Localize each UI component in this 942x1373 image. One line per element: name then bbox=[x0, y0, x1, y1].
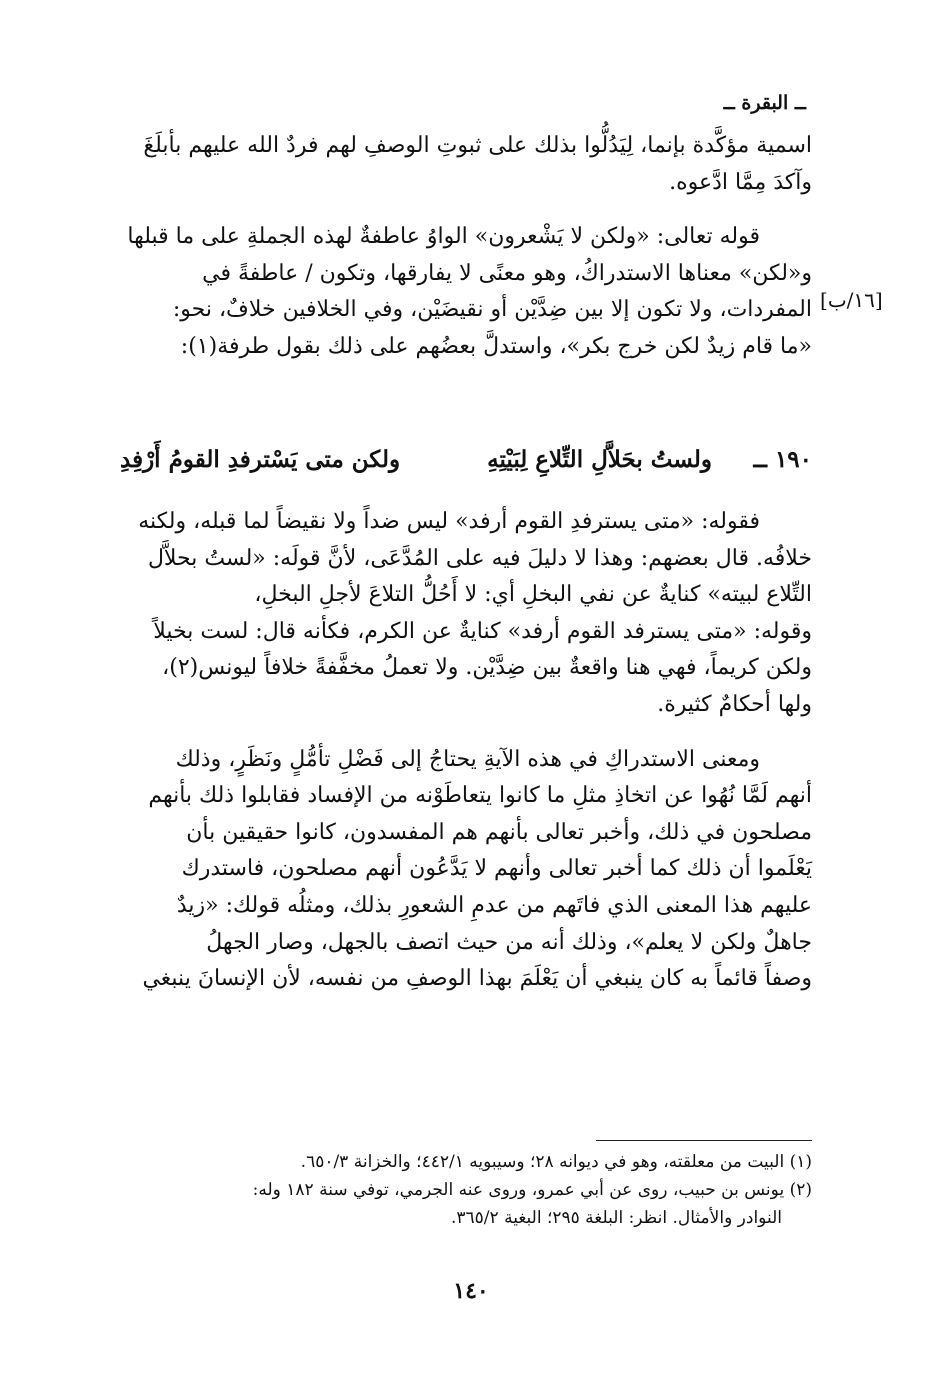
text-line: وقوله: «متى يسترفد القوم أرفد» كنايةٌ عن الكرم، فكأنه قال: لست بخيلاً bbox=[153, 618, 812, 644]
main-text-bottom bbox=[120, 504, 812, 998]
text-line: أنهم لَمَّا نُهُوا عن اتخاذِ مثلِ ما كانوا يتعاطَوْنه من الإفساد فقابلوا ذلك بأنهم bbox=[148, 783, 812, 809]
verse-second-hemistich: ولكن متى يَسْترفدِ القومُ أَرْفِدِ bbox=[120, 446, 401, 473]
footnote: (٢) يونس بن حبيب، روى عن أبي عمرو، وروى عنه الجرمي، توفي سنة ١٨٢ وله: bbox=[252, 1180, 812, 1200]
text-line: و«لكن» معناها الاستدراكُ، وهو معنًى لا يفارقها، وتكون / عاطفةً في bbox=[202, 260, 812, 286]
footnotes bbox=[120, 1148, 812, 1232]
paragraph bbox=[120, 128, 812, 201]
text-line: جاهلٌ ولكن لا يعلم»، وذلك أنه من حيث اتصف بالجهل، وصار الجهلُ bbox=[206, 929, 812, 955]
footnote-divider bbox=[596, 1140, 812, 1141]
verse-number: ١٩٠ ــ bbox=[753, 446, 812, 473]
text-line: اسمية مؤكَّدة بإنما، لِيَدُلُّوا بذلك على ثبوتِ الوصفِ لهم فردٌ الله عليهم بأبلَغَ bbox=[143, 133, 812, 158]
running-header: ــ البقرة ــ bbox=[723, 92, 806, 114]
paragraph bbox=[120, 504, 812, 724]
text-line: المفردات، ولا تكون إلا بين ضِدَّيْن أو نقيضَيْن، وفي الخلافين خلافٌ، نحو: bbox=[172, 297, 812, 323]
verse-first-hemistich: ولستُ بحَلاَّلِ التِّلاعِ لِبَيْتِهِ bbox=[487, 446, 712, 473]
text-line: «ما قام زيدٌ لكن خرج بكر»، واستدلَّ بعضُهم على ذلك بقول طرفة(١): bbox=[180, 333, 812, 359]
paragraph bbox=[120, 219, 812, 365]
poetry-verse bbox=[120, 446, 812, 486]
page-number: ١٤٠ bbox=[453, 1278, 489, 1304]
paragraph bbox=[120, 742, 812, 998]
text-line: قوله تعالى: «ولكن لا يَشْعرون» الواوُ عاطفةٌ لهذه الجملةِ على ما قبلها bbox=[127, 224, 760, 250]
footnote-continuation: النوادر والأمثال. انظر: البلغة ٢٩٥؛ البغية ٣٦٥/٢. bbox=[451, 1208, 782, 1228]
text-line: التِّلاع لبيته» كنايةٌ عن نفي البخلِ أي: لا أَحُلُّ التلاعَ لأجلِ البخلِ، bbox=[254, 582, 812, 608]
text-line: ولها أحكامٌ كثيرة. bbox=[657, 691, 812, 717]
main-text-top bbox=[120, 128, 812, 366]
text-line: وصفاً قائماً به كان ينبغي أن يَعْلَمَ بهذا الوصفِ من نفسه، لأن الإنسانَ ينبغي bbox=[142, 966, 812, 992]
text-line: يَعْلَموا أن ذلك كما أخبر تعالى وأنهم لا يَدَّعُون أنهم مصلحون، فاستدرك bbox=[181, 856, 812, 882]
text-line: فقوله: «متى يسترفدِ القوم أرفد» ليس ضداً ولا نقيضاً لما قبله، ولكنه bbox=[138, 509, 760, 534]
manuscript-folio-note: [١٦/ب] bbox=[820, 288, 883, 312]
text-line: مصلحون في ذلك، وأخبر تعالى بأنهم هم المفسدون، كانوا حقيقين بأن bbox=[186, 819, 812, 845]
text-line: عليهم هذا المعنى الذي فاتَهم من عدمِ الشعورِ بذلك، ومثلُه قولك: «زيدٌ bbox=[176, 892, 812, 918]
text-line: وآكدَ مِمَّا ادَّعوه. bbox=[669, 169, 812, 195]
footnote: (١) البيت من معلقته، وهو في ديوانه ٢٨؛ وسيبويه ٤٤٢/١؛ والخزانة ٦٥٠/٣. bbox=[300, 1152, 812, 1172]
text-line: خلافُه. قال بعضهم: وهذا لا دليلَ فيه على المُدَّعَى، لأنَّ قولَه: «لستُ بحلاَّل bbox=[147, 545, 812, 571]
text-line: ولكن كريماً، فهي هنا واقعةٌ بين ضِدَّيْن. ولا تعملُ مخفَّفةً خلافاً ليونس(٢)، bbox=[162, 655, 812, 681]
text-line: ومعنى الاستدراكِ في هذه الآيةِ يحتاجُ إلى فَضْلِ تأمُّلٍ ونَظَرٍ، وذلك bbox=[175, 746, 760, 772]
